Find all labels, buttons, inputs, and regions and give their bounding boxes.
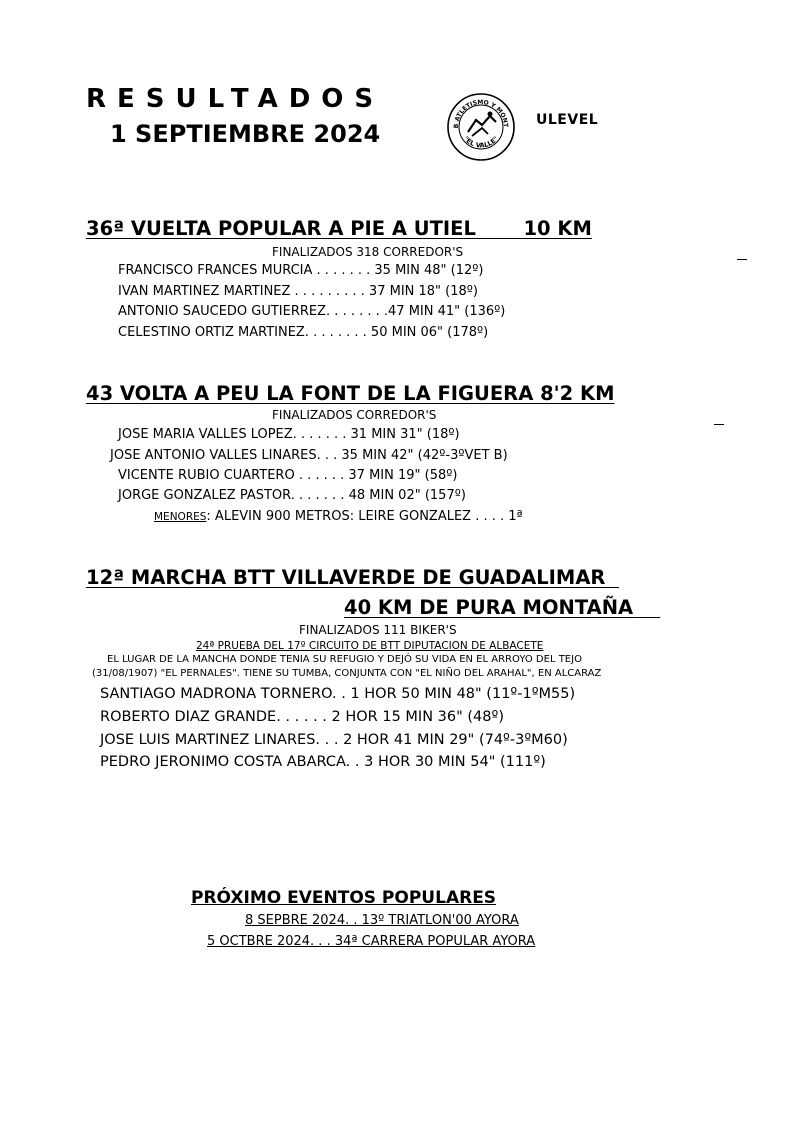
upcoming-title: PRÓXIMO EVENTOS POPULARES [191,888,497,908]
result-row: ROBERTO DIAZ GRANDE. . . . . . 2 HOR 15 MIN 36" (48º) [100,709,504,725]
race1-finishers: FINALIZADOS 318 CORREDOR'S [272,245,464,259]
race1-distance: 10 KM [523,217,592,240]
event-date: 1 SEPTIEMBRE 2024 [110,120,381,148]
race2-title: 43 VOLTA A PEU LA FONT DE LA FIGUERA 8'2 KM [86,382,615,405]
race3-circuit: 24ª PRUEBA DEL 17º CIRCUITO DE BTT DIPUTACION DE ALBACETE [196,640,544,652]
result-row: JORGE GONZALEZ PASTOR. . . . . . . 48 MIN 02" (157º) [118,488,466,503]
result-row: PEDRO JERONIMO COSTA ABARCA. . 3 HOR 30 MIN 54" (111º) [100,754,546,770]
divider-dash [737,259,747,260]
minors-result: MENORES: ALEVIN 900 METROS: LEIRE GONZALEZ . . . . 1ª [154,509,523,524]
result-row: FRANCISCO FRANCES MURCIA . . . . . . . 35 MIN 48" (12º) [118,263,484,278]
result-row: JOSE ANTONIO VALLES LINARES. . . 35 MIN 42" (42º-3ºVET B) [110,448,508,463]
page-title: RESULTADOS [86,84,385,114]
race3-finishers: FINALIZADOS 111 BIKER'S [299,623,457,637]
result-row: ANTONIO SAUCEDO GUTIERREZ. . . . . . . .47 MIN 41" (136º) [118,304,506,319]
race3-note-line1: EL LUGAR DE LA MANCHA DONDE TENIA SU REFUGIO Y DEJÓ SU VIDA EN EL ARROYO DEL TEJO [107,654,582,665]
upcoming-event: 8 SEPBRE 2024. . 13º TRIATLON'00 AYORA [245,913,519,928]
club-logo [446,92,516,162]
result-row: VICENTE RUBIO CUARTERO . . . . . . 37 MIN 19" (58º) [118,468,458,483]
race1-title: 36ª VUELTA POPULAR A PIE A UTIEL 10 KM [86,217,592,240]
result-row: CELESTINO ORTIZ MARTINEZ. . . . . . . . 50 MIN 06" (178º) [118,325,489,340]
minors-label: MENORES [154,511,207,523]
result-row: JOSE LUIS MARTINEZ LINARES. . . 2 HOR 41 MIN 29" (74º-3ºM60) [100,732,568,748]
sponsor-brand: ULEVEL [536,112,599,128]
upcoming-event: 5 OCTBRE 2024. . . 34ª CARRERA POPULAR AYORA [207,934,536,949]
race3-title-line1: 12ª MARCHA BTT VILLAVERDE DE GUADALIMAR [86,566,606,589]
race3-title-line2: 40 KM DE PURA MONTAÑA [344,596,634,619]
svg-text:"EL VALLE": "EL VALLE" [462,134,500,150]
svg-text:CLUB ATLETISMO Y MONTAÑA: B ATLETISMO Y MONT [452,98,510,129]
result-row: JOSE MARIA VALLES LOPEZ. . . . . . . 31 MIN 31" (18º) [118,427,460,442]
race2-finishers: FINALIZADOS CORREDOR'S [272,408,437,422]
result-row: IVAN MARTINEZ MARTINEZ . . . . . . . . . 37 MIN 18" (18º) [118,284,478,299]
race3-note-line2: (31/08/1907) "EL PERNALES". TIENE SU TUMBA, CONJUNTA CON "EL NIÑO DEL ARAHAL", EN ALCARAZ [92,668,602,679]
divider-dash [714,424,724,425]
result-row: SANTIAGO MADRONA TORNERO. . 1 HOR 50 MIN 48" (11º-1ºM55) [100,686,576,702]
